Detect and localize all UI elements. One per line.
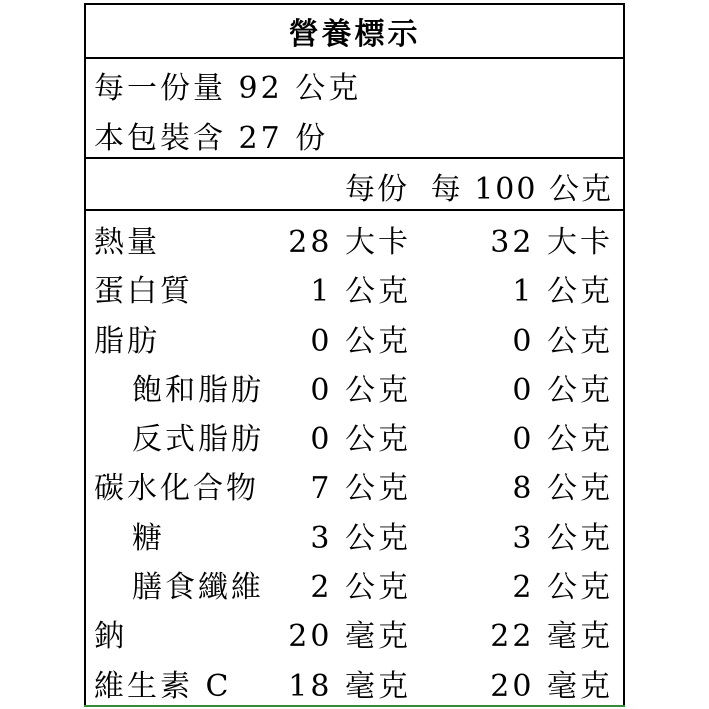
column-header-row	[86, 157, 623, 211]
nutrient-row-energy	[86, 213, 623, 262]
nutrient-per-serving: 18 毫克	[288, 668, 411, 704]
nutrient-row-vitamin-c	[86, 657, 623, 706]
nutrient-row-fat	[86, 312, 623, 361]
nutrient-rows	[86, 213, 623, 706]
nutrient-name: 蛋白質	[94, 274, 193, 310]
nutrient-per-100g: 32 大卡	[490, 225, 613, 260]
nutrient-name: 膳食纖維	[132, 570, 264, 606]
nutrient-per-serving: 0 公克	[310, 372, 411, 408]
nutrient-per-100g: 1 公克	[512, 274, 613, 310]
column-header-per-100g: 每 100 公克	[430, 172, 613, 207]
nutrient-per-serving: 28 大卡	[288, 225, 411, 260]
nutrient-per-100g: 8 公克	[512, 471, 613, 507]
nutrient-per-100g: 0 公克	[512, 372, 613, 408]
nutrient-name: 熱量	[94, 225, 160, 260]
nutrient-row-sugar	[86, 509, 623, 558]
nutrient-row-trans-fat	[86, 410, 623, 459]
nutrient-row-saturated-fat	[86, 361, 623, 410]
label-title: 營養標示	[86, 5, 623, 59]
nutrient-name: 維生素 C	[94, 668, 232, 704]
nutrient-per-serving: 0 公克	[310, 422, 411, 458]
nutrient-per-100g: 22 毫克	[490, 619, 613, 655]
nutrient-per-serving: 7 公克	[310, 471, 411, 507]
nutrient-row-dietary-fiber	[86, 558, 623, 607]
nutrient-per-serving: 2 公克	[310, 570, 411, 606]
nutrient-per-100g: 20 毫克	[490, 668, 613, 704]
servings-per-package: 本包裝含 27 份	[94, 121, 329, 156]
nutrient-per-100g: 2 公克	[512, 570, 613, 606]
serving-size: 每一份量 92 公克	[94, 71, 362, 106]
nutrient-name: 脂肪	[94, 323, 160, 359]
nutrient-row-carbohydrate	[86, 459, 623, 508]
nutrient-row-protein	[86, 262, 623, 311]
nutrient-per-serving: 0 公克	[310, 323, 411, 359]
nutrition-label	[84, 3, 625, 707]
nutrient-per-serving: 20 毫克	[288, 619, 411, 655]
nutrient-name: 糖	[132, 520, 165, 556]
nutrient-per-100g: 3 公克	[512, 520, 613, 556]
serving-info	[86, 57, 623, 159]
nutrient-name: 飽和脂肪	[132, 372, 264, 408]
nutrient-per-100g: 0 公克	[512, 323, 613, 359]
nutrient-per-serving: 3 公克	[310, 520, 411, 556]
nutrient-per-100g: 0 公克	[512, 422, 613, 458]
nutrient-per-serving: 1 公克	[310, 274, 411, 310]
bottom-accent-line	[84, 705, 625, 707]
nutrient-name: 鈉	[94, 619, 127, 655]
nutrient-name: 碳水化合物	[94, 471, 259, 507]
nutrient-name: 反式脂肪	[132, 422, 264, 458]
column-header-per-serving: 每份	[345, 172, 409, 207]
nutrient-row-sodium	[86, 607, 623, 656]
